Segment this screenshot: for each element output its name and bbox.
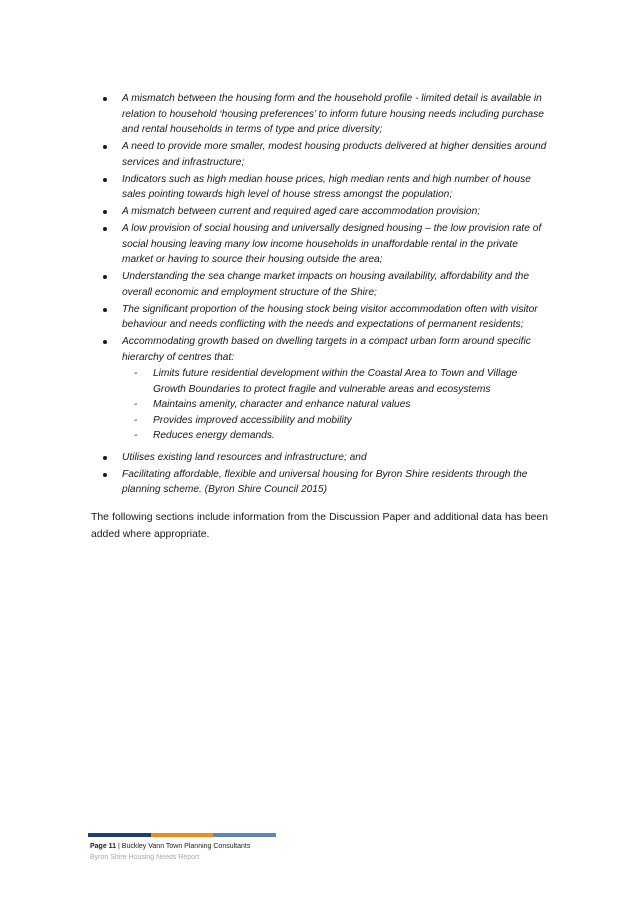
bullet-icon — [103, 97, 107, 101]
list-item-text: A low provision of social housing and universally designed housing – the low provision rate of social housing leaving many low income households in unaffordable rental in the private market or having to source their housing outside the area; — [122, 223, 542, 265]
list-item-text: Understanding the sea change market impacts on housing availability, affordability and the overall economic and employment structure of the Shire; — [122, 271, 529, 298]
list-item-text: A mismatch between the housing form and the household profile - limited detail is available in relation to household ‘housing preferences’ to inform future housing needs including purchase and rental households in terms of type and price diversity; — [122, 93, 544, 135]
bullet-icon — [103, 178, 107, 182]
list-item — [88, 172, 548, 203]
dash-icon: - — [134, 430, 138, 441]
sub-list-item-text: Reduces energy demands. — [153, 430, 275, 441]
footer-bar-segment — [88, 833, 151, 837]
sub-list-item-text: Provides improved accessibility and mobility — [153, 414, 352, 426]
sub-list — [122, 366, 548, 444]
bullet-icon — [103, 456, 107, 460]
dash-icon: - — [134, 368, 138, 379]
bullet-icon — [103, 473, 107, 477]
footer-report-title: Byron Shire Housing Needs Report — [90, 854, 200, 861]
list-item — [88, 302, 548, 333]
bullet-icon — [103, 340, 107, 344]
footer-separator: | — [116, 843, 122, 850]
list-item-text: Accommodating growth based on dwelling targets in a compact urban form around specific hierarchy of centres that: — [122, 336, 531, 363]
list-item — [88, 269, 548, 300]
dash-icon: - — [134, 399, 138, 410]
list-item — [88, 221, 548, 268]
bullet-icon — [103, 275, 107, 279]
list-item — [88, 91, 548, 138]
list-item-text: Utilises existing land resources and infrastructure; and — [122, 451, 367, 463]
bullet-list — [88, 91, 548, 499]
footer-bar-segment — [213, 833, 276, 837]
bullet-icon — [103, 308, 107, 312]
list-item-text: A mismatch between current and required aged care accommodation provision; — [122, 206, 481, 217]
footer-company: Buckley Vann Town Planning Consultants — [121, 843, 251, 850]
list-item-text: Indicators such as high median house prices, high median rents and high number of house sales pointing towards high level of house stress amongst the population; — [122, 173, 531, 200]
list-item-text: The significant proportion of the housing stock being visitor accommodation often with visitor behaviour and needs conflicting with the needs and expectations of permanent residents; — [122, 303, 538, 330]
bullet-icon — [103, 145, 107, 149]
sub-list-item-text: Maintains amenity, character and enhance natural values — [153, 399, 411, 410]
sub-list-item — [124, 397, 548, 413]
list-item — [88, 334, 548, 444]
footer-page-line — [90, 843, 250, 850]
list-item-text: A need to provide more smaller, modest housing products delivered at higher densities around services and infrastructure; — [122, 141, 547, 168]
list-item-text: Facilitating affordable, flexible and universal housing for Byron Shire residents through the planning scheme. (Byron Shire Council 2015) — [122, 468, 528, 495]
list-item — [88, 450, 548, 466]
sub-list-item-text: Limits future residential development within the Coastal Area to Town and Village Growth Boundaries to protect fragile and vulnerable areas and ecosystems — [153, 368, 518, 395]
footer-bar-segment — [151, 833, 214, 837]
sub-list-item — [124, 428, 548, 444]
page-number: Page 11 — [90, 843, 117, 850]
sub-list-item — [124, 366, 548, 397]
sub-list-item — [124, 413, 548, 429]
bullet-icon — [103, 210, 107, 214]
dash-icon: - — [134, 414, 138, 426]
list-item — [88, 139, 548, 170]
bullet-icon — [103, 227, 107, 231]
footer-color-bar — [88, 833, 276, 837]
list-item — [88, 204, 548, 220]
body-paragraph: The following sections include information from the Discussion Paper and additional data has been added where appropriate. — [91, 512, 548, 540]
list-item — [88, 467, 548, 498]
